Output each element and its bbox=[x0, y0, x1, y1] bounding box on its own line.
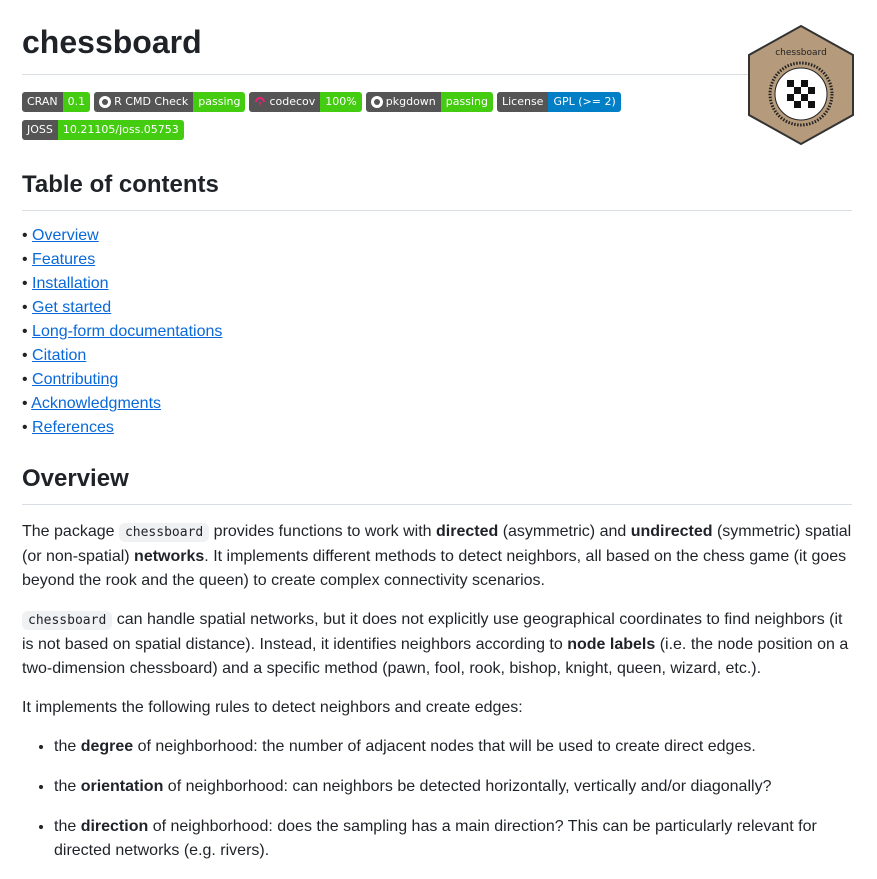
chess-square bbox=[801, 94, 808, 101]
toc-item: • Acknowledgments bbox=[22, 395, 162, 412]
badge-license[interactable] bbox=[497, 92, 621, 112]
overview-divider bbox=[22, 504, 852, 505]
badge-label: License bbox=[497, 92, 548, 112]
toc-link-references[interactable]: References bbox=[32, 419, 114, 436]
logo-text: chessboard bbox=[775, 48, 827, 58]
toc-heading: Table of contents bbox=[22, 171, 219, 198]
toc-item: • Citation bbox=[22, 347, 87, 364]
toc-link-installation[interactable]: Installation bbox=[32, 275, 109, 292]
codecov-icon bbox=[254, 96, 266, 108]
chess-square bbox=[801, 80, 808, 87]
chess-square bbox=[794, 87, 801, 94]
badge-value: GPL (>= 2) bbox=[548, 92, 620, 112]
title-divider bbox=[22, 74, 852, 75]
package-name-code: chessboard bbox=[22, 611, 112, 630]
overview-paragraph-2: chessboard can handle spatial networks, but it does not explicitly use geographical coordinates to find neighbors (it is not based on spatial distance). Instead, it identifies neighbors according to node labels (i.e. the node position on a two-dimension chessboard) and a specific method (pawn, fool, rook, bishop, knight, queen, wizard, etc.). bbox=[22, 611, 849, 677]
overview-paragraph-3: It implements the following rules to detect neighbors and create edges: bbox=[22, 699, 523, 716]
chess-square bbox=[808, 87, 815, 94]
chess-square bbox=[794, 101, 801, 108]
rule-item-degree: • the degree of neighborhood: the number of adjacent nodes that will be used to create direct edges. bbox=[54, 735, 854, 759]
toc-item: • Features bbox=[22, 251, 96, 268]
rules-list bbox=[38, 735, 854, 879]
toc-item: • Get started bbox=[22, 299, 112, 316]
chessboard-hex-logo bbox=[747, 24, 855, 146]
github-icon bbox=[371, 96, 383, 108]
toc-link-features[interactable]: Features bbox=[32, 251, 96, 268]
github-icon bbox=[99, 96, 111, 108]
badge-value: 100% bbox=[320, 92, 361, 112]
toc-link-acknowledgments[interactable]: Acknowledgments bbox=[31, 395, 162, 412]
rule-item-orientation: • the orientation of neighborhood: can neighbors be detected horizontally, vertically and/or diagonally? bbox=[54, 775, 854, 799]
toc-item: • References bbox=[22, 419, 114, 436]
badge-label: codecov bbox=[269, 95, 316, 108]
toc-item: • Overview bbox=[22, 227, 99, 244]
toc-link-contributing[interactable]: Contributing bbox=[32, 371, 119, 388]
badge-label: JOSS bbox=[22, 120, 58, 140]
badge-value: passing bbox=[193, 92, 245, 112]
toc-divider bbox=[22, 210, 852, 211]
toc-item: • Long-form documentations bbox=[22, 323, 223, 340]
badge-value: 10.21105/joss.05753 bbox=[58, 120, 184, 140]
toc-item: • Contributing bbox=[22, 371, 119, 388]
toc-item: • Installation bbox=[22, 275, 109, 292]
badge-codecov[interactable] bbox=[249, 92, 361, 112]
toc-link-long-form-documentations[interactable]: Long-form documentations bbox=[32, 323, 223, 340]
badge-label: R CMD Check bbox=[114, 95, 189, 108]
overview-paragraph-1: The package chessboard provides functions to work with directed (asymmetric) and undirected (symmetric) spatial (or non-spatial) networks. It implements different methods to detect neighbors, all based on the chess game (it goes beyond the rook and the queen) to create complex connectivity scenarios. bbox=[22, 523, 852, 589]
overview-heading: Overview bbox=[22, 465, 129, 492]
rule-item-direction: • the direction of neighborhood: does the sampling has a main direction? This can be particularly relevant for directed networks (e.g. rivers). bbox=[54, 815, 854, 863]
toc-link-citation[interactable]: Citation bbox=[32, 347, 87, 364]
page-title: chessboard bbox=[22, 24, 202, 60]
toc-list bbox=[22, 224, 222, 440]
badge-joss[interactable] bbox=[22, 120, 184, 140]
badge-label: pkgdown bbox=[385, 95, 436, 108]
badge-value: passing bbox=[441, 92, 493, 112]
badge-pkgdown[interactable] bbox=[366, 92, 493, 112]
chess-square bbox=[787, 80, 794, 87]
toc-link-overview[interactable]: Overview bbox=[32, 227, 99, 244]
badge-r-cmd-check[interactable] bbox=[94, 92, 245, 112]
chess-square bbox=[787, 94, 794, 101]
badge-label: CRAN bbox=[22, 92, 63, 112]
badge-cran[interactable] bbox=[22, 92, 90, 112]
package-name-code: chessboard bbox=[119, 523, 209, 542]
badge-bar bbox=[22, 92, 742, 148]
toc-link-get-started[interactable]: Get started bbox=[32, 299, 112, 316]
badge-value: 0.1 bbox=[63, 92, 91, 112]
chess-square bbox=[808, 101, 815, 108]
